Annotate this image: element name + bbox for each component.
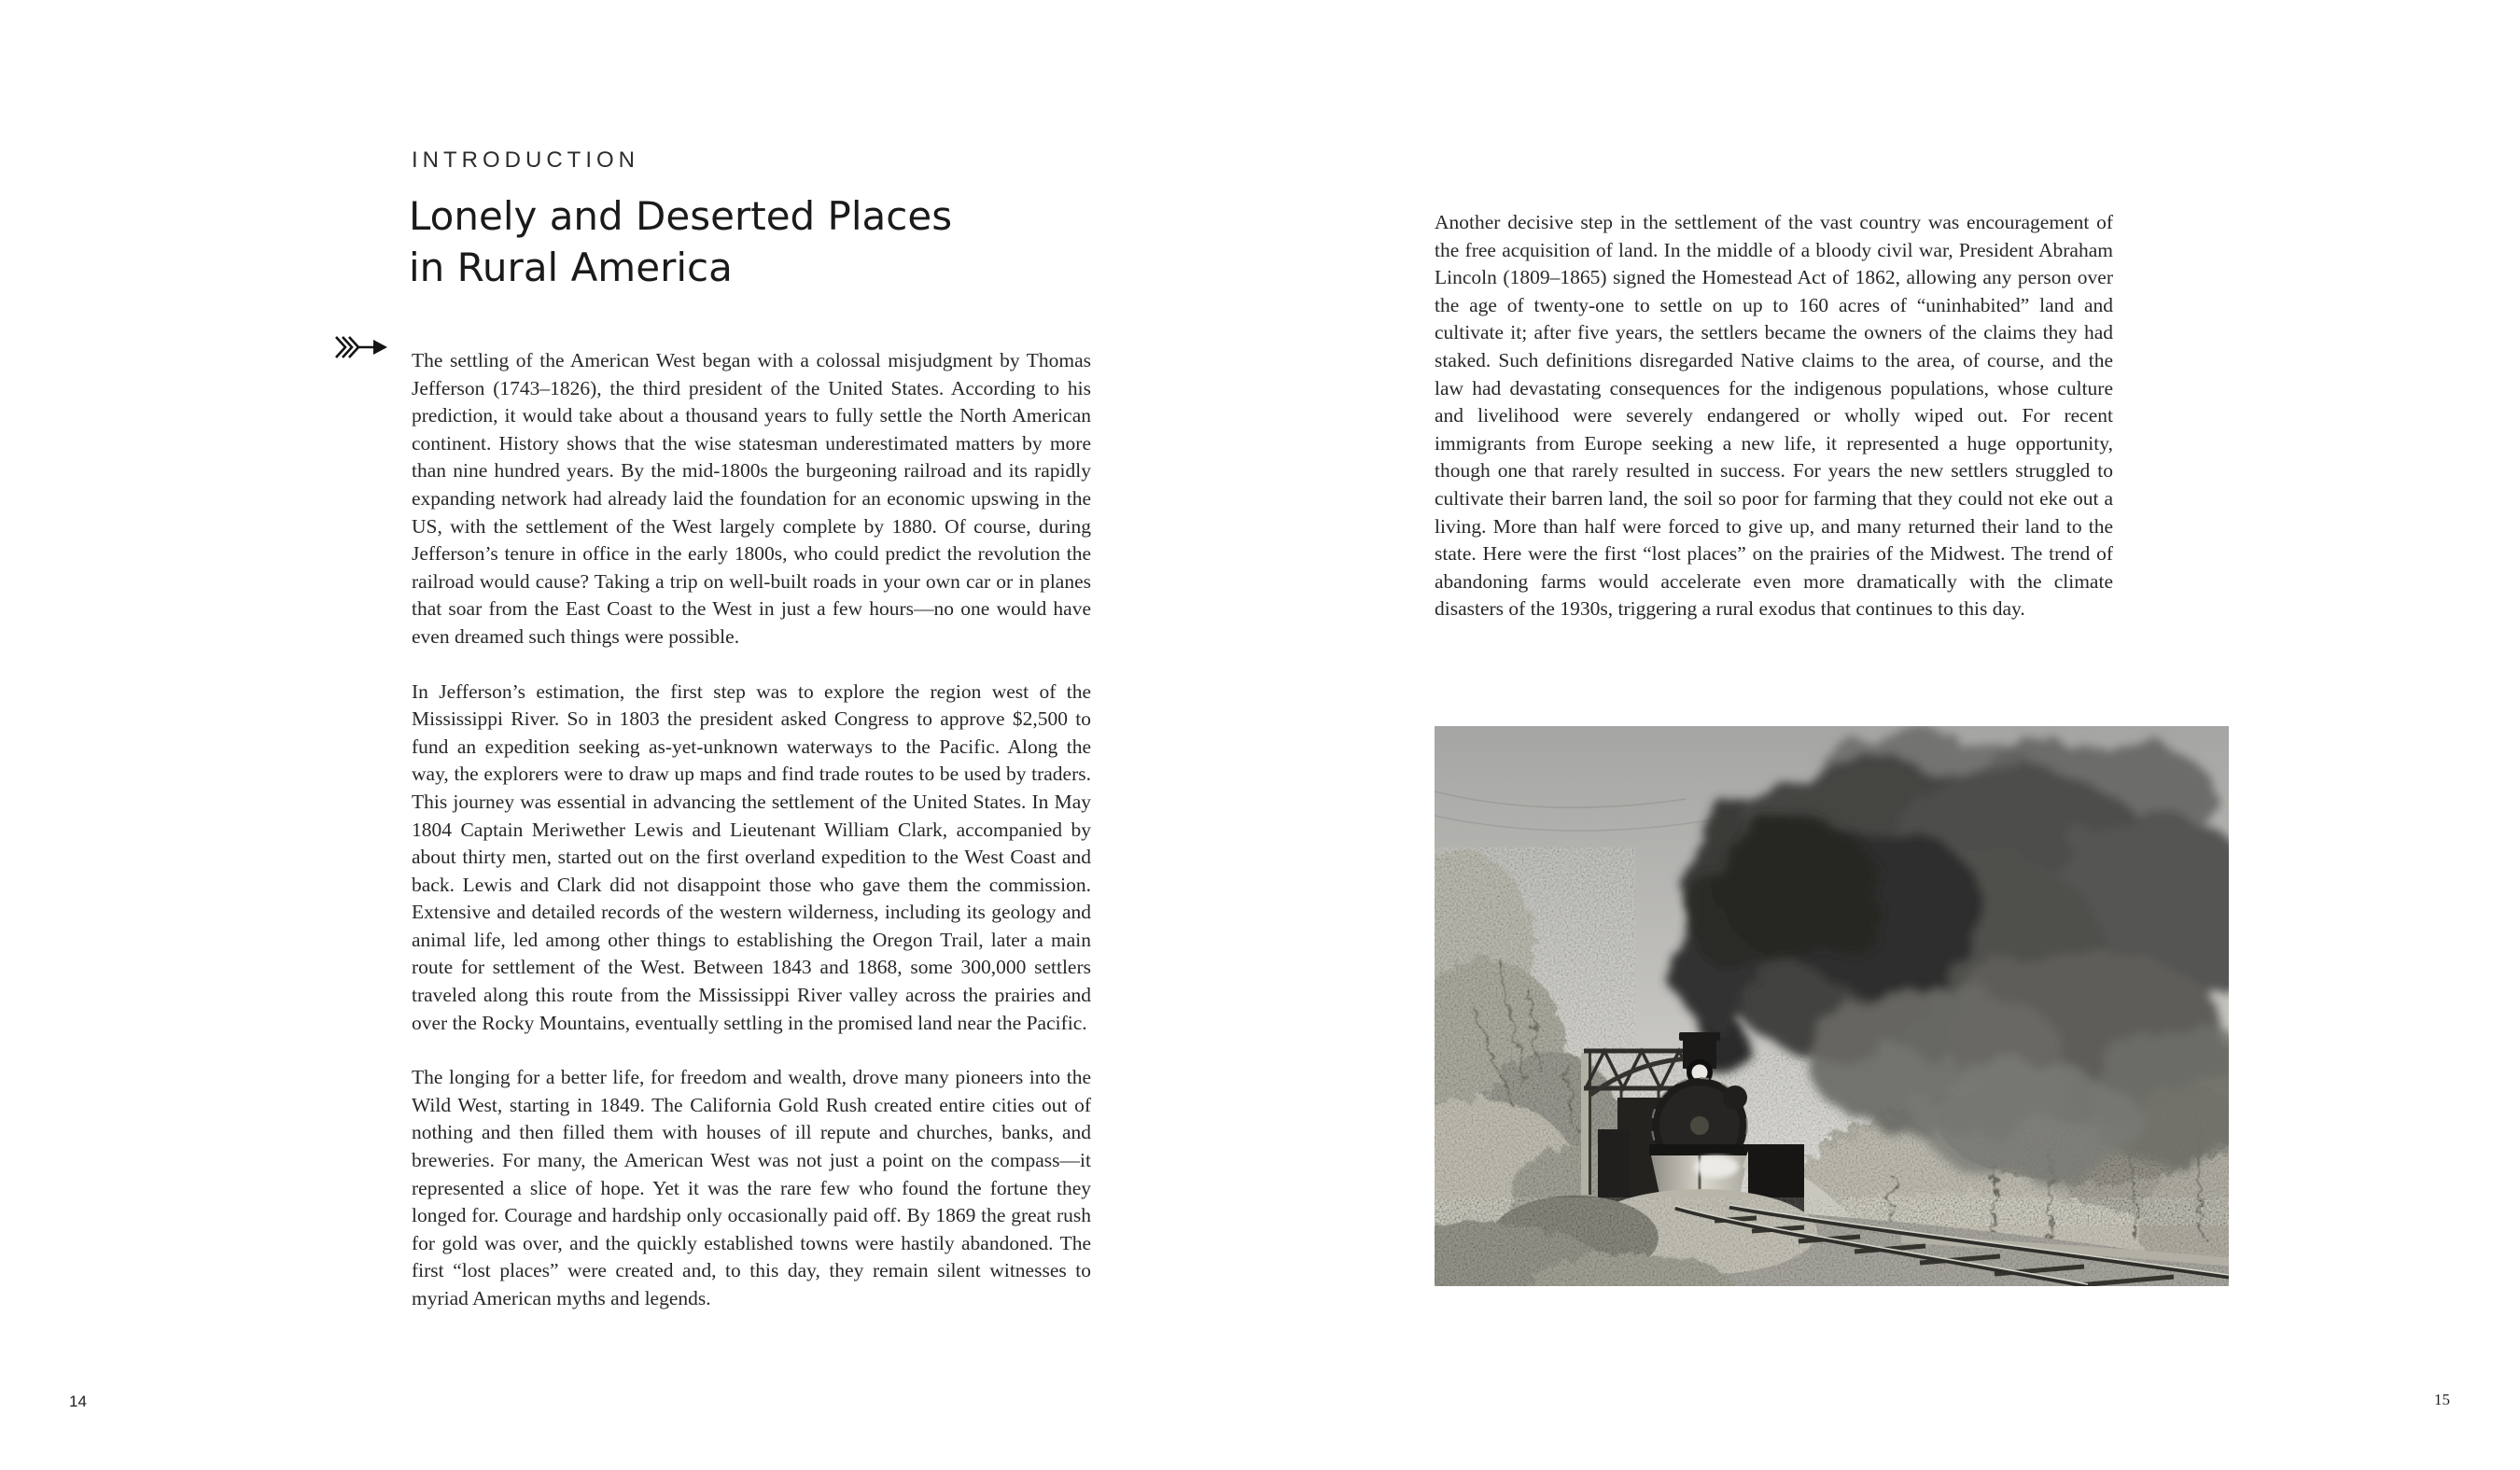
paragraph-1: The settling of the American West began with a colossal misjudgment by Thomas Jefferson (1743–1826), the third president of the United States. According to his prediction, it would take about a thousand years to fully settle the North American continent. History shows that the wise statesman underestimated matters by more than nine hundred years. By the mid-1800s the burgeoning railroad and its rapidly expanding network had already laid the foundation for an economic upswing in the US, with the settlement of the West largely complete by 1880. Of course, during Jefferson’s tenure in office in the early 1800s, who could predict the revolution the railroad would cause? Taking a trip on well-built roads in your own car or in planes that soar from the East Coast to the West in just a few hours—no one would have even dreamed such things were possible.: [412, 349, 1091, 648]
paragraph-3: The longing for a better life, for freedom and wealth, drove many pioneers into the Wild West, starting in 1849. The California Gold Rush created entire cities out of nothing and then filled them with houses of ill repute and churches, banks, and breweries. For many, the American West was not just a point on the compass—it represented a slice of hope. Yet it was the rare few who found the fortune they longed for. Courage and hardship only occasionally paid off. By 1869 the great rush for gold was over, and the quickly established towns were hastily abandoned. The first “lost places” were created and, to this day, they remain silent witnesses to myriad American myths and legends.: [412, 1066, 1091, 1309]
section-kicker: INTRODUCTION: [412, 147, 639, 173]
page-number-left: 14: [69, 1393, 87, 1410]
chapter-title-line-1: Lonely and Deserted Places: [409, 193, 953, 239]
chapter-title-line-2: in Rural America: [409, 245, 733, 290]
train-photo-illustration: [1435, 726, 2229, 1286]
train-photo: [1435, 726, 2229, 1286]
paragraph-4: Another decisive step in the settlement of the vast country was encouragement of the free acquisition of land. In the middle of a bloody civil war, President Abraham Lincoln (1809–1865) signed the Homestead Act of 1862, allowing any person over the age of twenty-one to settle on up to 160 acres of “uninhabited” land and cultivate it; after five years, the settlers became the owners of the claims they had staked. Such definitions disregarded Native claims to the area, of course, and the law had devastating consequences for the indigenous populations, whose culture and livelihood were severely endangered or wholly wiped out. For recent immigrants from Europe seeking a new life, it represented a huge opportunity, though one that rarely resulted in success. For years the new settlers struggled to cultivate their barren land, the soil so poor for farming that they could not eke out a living. More than half were forced to give up, and many returned their land to the state. Here were the first “lost places” on the prairies of the Midwest. The trend of abandoning farms would accelerate even more dramatically with the climate disasters of the 1930s, triggering a rural exodus that continues to this day.: [1435, 211, 2113, 621]
body-text-right: [1435, 209, 2113, 651]
paragraph-2: In Jefferson’s estimation, the first step was to explore the region west of the Mississippi River. So in 1803 the president asked Congress to approve $2,500 to fund an expedition seeking as-yet-unknown waterways to the Pacific. Along the way, the explorers were to draw up maps and find trade routes to be used by traders. This journey was essential in advancing the settlement of the United States. In May 1804 Captain Meriwether Lewis and Lieutenant William Clark, accompanied by about thirty men, started out on the first overland expedition to the West Coast and back. Lewis and Clark did not disappoint those who gave them the commission. Extensive and detailed records of the western wilderness, including its geology and animal life, led among other things to establishing the Oregon Trail, later a main route for settlement of the West. Between 1843 and 1868, some 300,000 settlers traveled along this route from the Mississippi River valley across the prairies and over the Rocky Mountains, eventually settling in the promised land near the Pacific.: [412, 679, 1091, 1034]
page-number-right: 15: [2434, 1391, 2450, 1408]
